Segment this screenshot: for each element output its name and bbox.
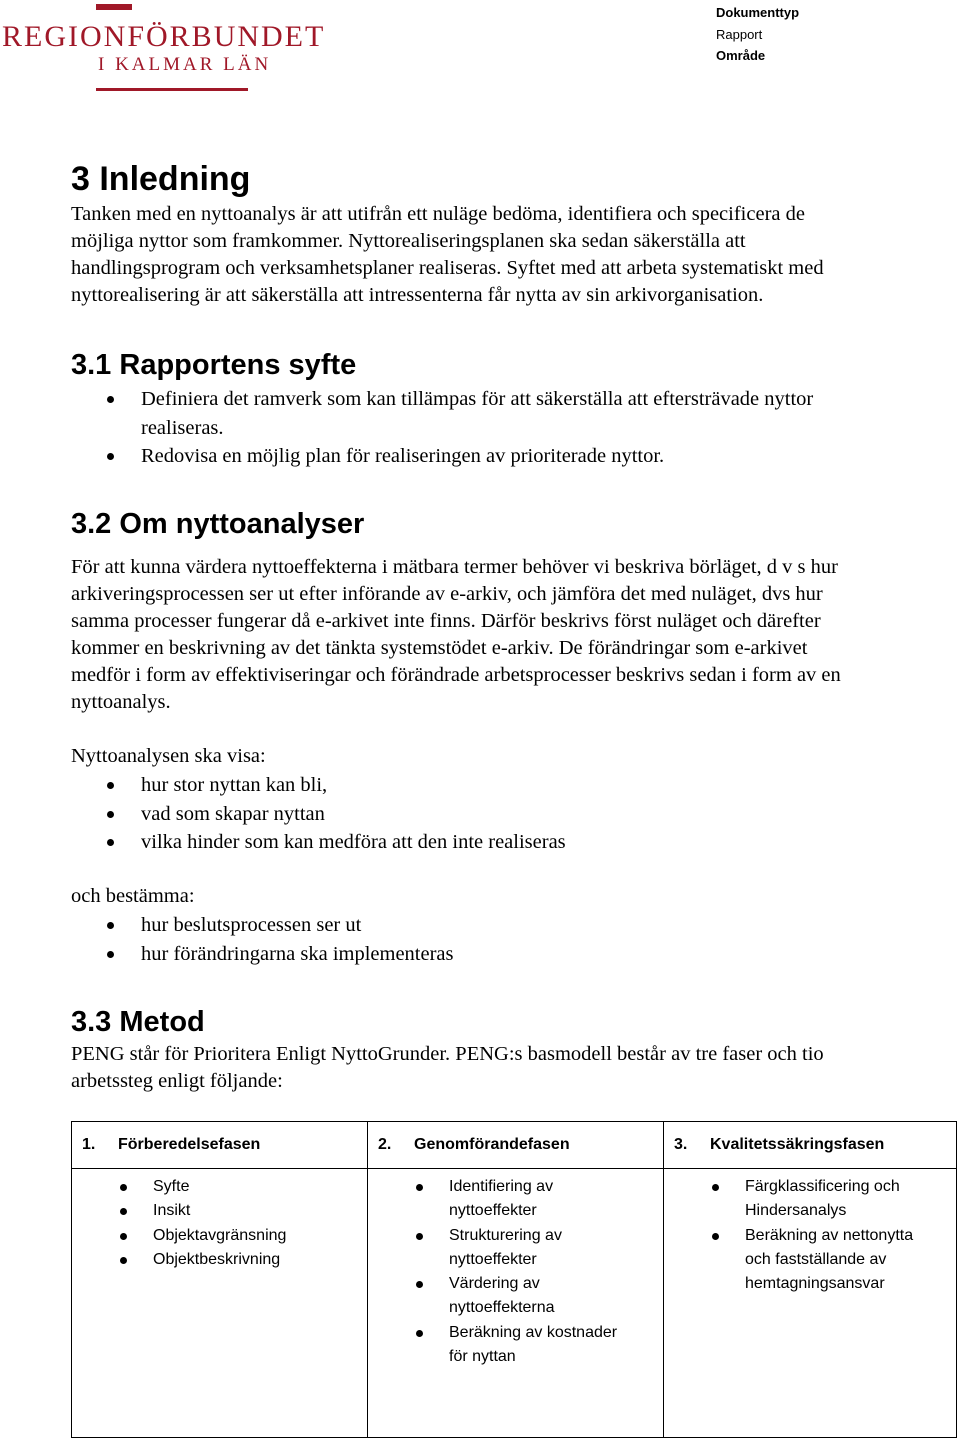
- section-3-3-heading: 3.3 Metod: [71, 1006, 205, 1038]
- bullet-icon: [107, 453, 114, 460]
- bullet-icon: [712, 1233, 719, 1240]
- list-item-text: hur stor nyttan kan bli,: [141, 774, 328, 796]
- list-item: [368, 1175, 657, 1224]
- list-item-text: Strukturering av: [449, 1226, 562, 1244]
- list-item-text: nyttoeffekter: [449, 1250, 537, 1268]
- phase-steps-list: [368, 1175, 657, 1369]
- phase-number: 1.: [82, 1136, 96, 1153]
- purpose-list: [71, 385, 813, 471]
- list-item-text: Insikt: [153, 1202, 191, 1220]
- bullet-icon: [120, 1184, 127, 1191]
- list-item: [72, 1175, 361, 1199]
- list-item-text: Värdering av: [449, 1275, 540, 1293]
- table-row: [72, 1169, 957, 1438]
- list-item-text: Objektbeskrivning: [153, 1250, 281, 1268]
- bullet-icon: [120, 1208, 127, 1215]
- bullet-icon: [107, 922, 114, 929]
- table-cell: [368, 1169, 664, 1438]
- list-item: [71, 800, 566, 829]
- bullet-icon: [416, 1281, 423, 1288]
- text-line: Tanken med en nyttoanalys är att utifrån ett nuläge bedöma, identifiera och specificera de: [71, 203, 805, 225]
- phase-number: 3.: [674, 1136, 688, 1153]
- bullet-icon: [120, 1257, 127, 1264]
- phase-steps-list: [664, 1175, 950, 1296]
- logo-underline: [96, 88, 248, 91]
- table-header-row: [72, 1122, 957, 1169]
- decide-intro: och bestämma:: [71, 885, 195, 907]
- list-item-text: Syfte: [153, 1178, 190, 1195]
- list-item-text: Identifiering av: [449, 1178, 554, 1195]
- list-item-text: Beräkning av nettonytta: [745, 1226, 914, 1244]
- text-line: kommer en beskrivning av det tänkta systemstödet e-arkiv. De förändringar som e-arkivet: [71, 637, 808, 659]
- section-3-3-paragraph: [71, 1041, 956, 1095]
- bullet-icon: [416, 1330, 423, 1337]
- list-item: [368, 1272, 657, 1321]
- meta-label-doctype: Dokumenttyp: [716, 5, 800, 20]
- list-item: [71, 385, 813, 442]
- bullet-icon: [107, 839, 114, 846]
- list-item-text: Färgklassificering och: [745, 1178, 900, 1195]
- peng-phases-table: [71, 1121, 957, 1438]
- list-item-text: hur förändringarna ska implementeras: [141, 942, 454, 965]
- show-intro: Nyttoanalysen ska visa:: [71, 745, 266, 767]
- text-line: handlingsprogram och verksamhetsplaner realiseras. Syftet med att arbeta systematiskt med: [71, 257, 824, 279]
- bullet-icon: [107, 396, 114, 403]
- section-3-2-paragraph: [71, 554, 956, 716]
- table-header-cell: [368, 1122, 664, 1169]
- list-item: [664, 1224, 950, 1297]
- text-line: PENG står för Prioritera Enligt NyttoGrunder. PENG:s basmodell består av tre faser och tio: [71, 1043, 824, 1065]
- list-item: [368, 1321, 657, 1370]
- text-line: nyttoanalys.: [71, 691, 171, 713]
- list-item-text: hemtagningsansvar: [745, 1275, 885, 1293]
- regionforbundet-logo: [0, 0, 350, 100]
- bullet-icon: [120, 1233, 127, 1240]
- list-item: [664, 1175, 950, 1224]
- list-item: [72, 1224, 361, 1248]
- section-3-paragraph: [71, 201, 956, 309]
- bullet-icon: [416, 1184, 423, 1191]
- list-item-text: Objektavgränsning: [153, 1226, 287, 1244]
- list-item-text: för nyttan: [449, 1348, 516, 1366]
- phase-steps-list: [72, 1175, 361, 1272]
- list-item-text: Redovisa en möjlig plan för realiseringen av prioriterade nyttor.: [141, 445, 665, 467]
- show-list: [71, 771, 566, 857]
- document-meta: [716, 2, 799, 67]
- section-3-2-heading: 3.2 Om nyttoanalyser: [71, 508, 365, 540]
- section-3-1-heading: 3.1 Rapportens syfte: [71, 349, 357, 381]
- list-item-text: realiseras.: [141, 416, 224, 439]
- list-item-text: nyttoeffekterna: [449, 1299, 555, 1317]
- meta-value-doctype: Rapport: [716, 26, 763, 42]
- bullet-icon: [107, 782, 114, 789]
- text-line: arkiveringsprocessen ser ut efter införande av e-arkiv, och jämföra det med nuläget, dvs hur: [71, 583, 823, 605]
- bullet-icon: [712, 1184, 719, 1191]
- phase-title: Förberedelsefasen: [118, 1136, 261, 1153]
- table-header-cell: [664, 1122, 957, 1169]
- bullet-icon: [107, 951, 114, 958]
- list-item-text: Definiera det ramverk som kan tillämpas för att säkerställa att eftersträvade nyttor: [141, 388, 814, 410]
- table-cell: [664, 1169, 957, 1438]
- text-line: samma processer fungerar då e-arkivet inte finns. Därför beskrivs först nuläget och därefter: [71, 610, 821, 632]
- text-line: medför i form av effektiviseringar och förändrade arbetsprocesser beskrivs sedan i form av en: [71, 664, 841, 686]
- logo-accent-bar: [96, 4, 132, 10]
- list-item-text: och fastställande av: [745, 1250, 887, 1268]
- list-item-text: nyttoeffekter: [449, 1202, 537, 1220]
- logo-subtitle: I KALMAR LÄN: [98, 54, 272, 75]
- table-cell: [72, 1169, 368, 1438]
- phase-title: Genomförandefasen: [414, 1136, 570, 1153]
- logo-wordmark: REGIONFÖRBUNDET: [2, 20, 326, 53]
- phase-title: Kvalitetssäkringsfasen: [710, 1136, 885, 1153]
- list-item: [368, 1224, 657, 1273]
- table-header-cell: [72, 1122, 368, 1169]
- phase-number: 2.: [378, 1136, 392, 1153]
- decide-list: [71, 911, 454, 968]
- list-item-text: vilka hinder som kan medföra att den inte realiseras: [141, 831, 566, 853]
- list-item: [71, 911, 454, 940]
- text-line: möjliga nyttor som framkommer. Nyttorealiseringsplanen ska sedan säkerställa att: [71, 230, 746, 252]
- list-item-text: Beräkning av kostnader: [449, 1323, 618, 1341]
- list-item: [71, 828, 566, 857]
- section-3-heading: 3 Inledning: [71, 160, 251, 198]
- list-item: [71, 771, 566, 800]
- list-item-text: vad som skapar nyttan: [141, 802, 325, 825]
- list-item: [72, 1199, 361, 1223]
- list-item: [71, 940, 454, 969]
- list-item-text: hur beslutsprocessen ser ut: [141, 914, 362, 936]
- bullet-icon: [416, 1233, 423, 1240]
- list-item: [71, 442, 813, 471]
- list-item-text: Hindersanalys: [745, 1202, 847, 1220]
- meta-label-area: Område: [716, 48, 766, 63]
- text-line: arbetssteg enligt följande:: [71, 1070, 283, 1092]
- text-line: För att kunna värdera nyttoeffekterna i mätbara termer behöver vi beskriva börläget, d v s hur: [71, 556, 838, 578]
- bullet-icon: [107, 811, 114, 818]
- list-item: [72, 1248, 361, 1272]
- text-line: nyttorealisering är att säkerställa att intressenterna får nytta av sin arkivorganisation.: [71, 284, 764, 306]
